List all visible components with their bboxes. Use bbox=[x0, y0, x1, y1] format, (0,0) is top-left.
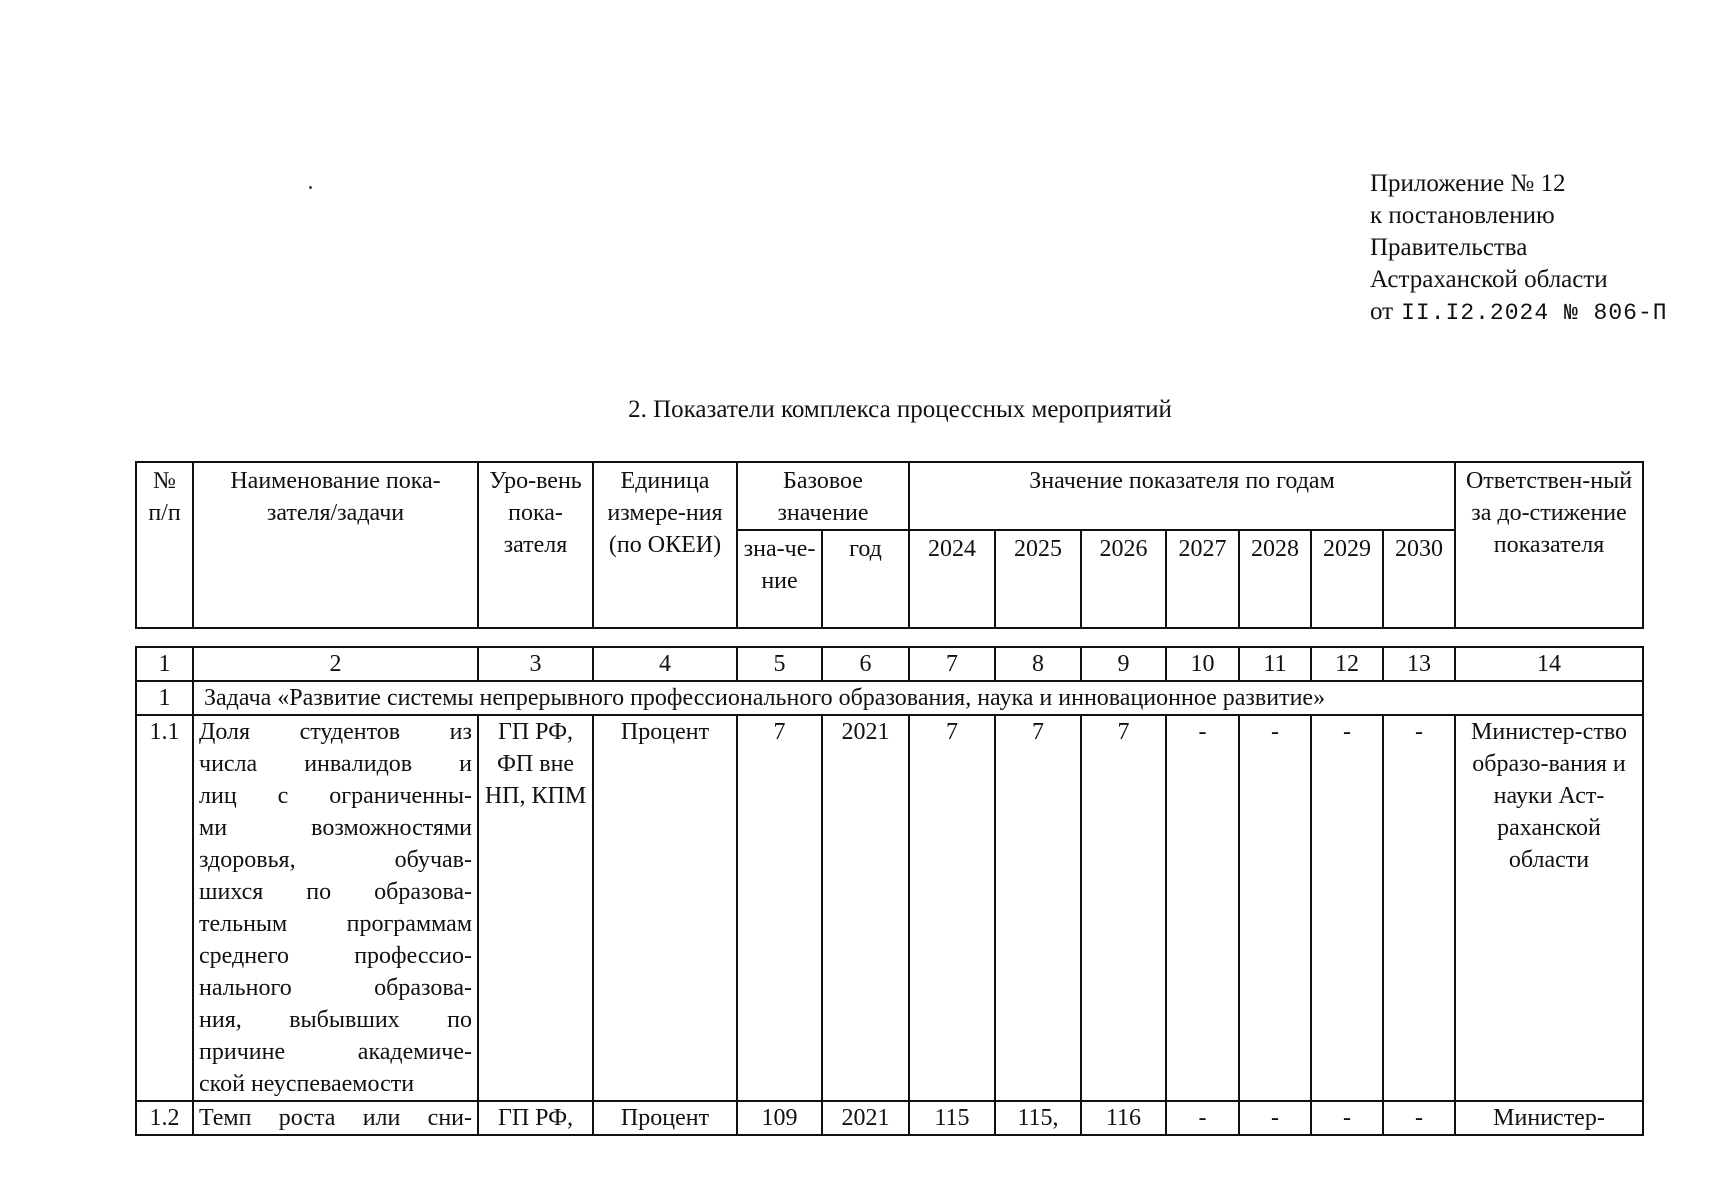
indicator-unit: Процент bbox=[593, 715, 737, 1101]
year-value: - bbox=[1239, 1101, 1311, 1135]
column-number: 4 bbox=[593, 647, 737, 681]
task-num: 1 bbox=[136, 681, 193, 715]
date-prefix: от bbox=[1370, 298, 1394, 325]
year-value: 7 bbox=[1081, 715, 1166, 1101]
year-value: 7 bbox=[909, 715, 995, 1101]
responsible: Министер- bbox=[1455, 1101, 1643, 1135]
base-year: 2021 bbox=[822, 1101, 909, 1135]
indicator-name-line: тельным программам bbox=[199, 911, 472, 937]
indicator-name-line: Доля студентов из bbox=[199, 719, 472, 745]
base-year: 2021 bbox=[822, 715, 909, 1101]
task-text: Задача «Развитие системы непрерывного профессионального образования, наука и инновационное развитие» bbox=[193, 681, 1643, 715]
approval-line: Правительства bbox=[1370, 234, 1528, 261]
year-value: - bbox=[1383, 1101, 1455, 1135]
header-num: № п/п bbox=[136, 462, 193, 628]
indicator-name bbox=[193, 1101, 478, 1135]
header-base: Базовое значение bbox=[737, 462, 909, 530]
header-year: 2025 bbox=[995, 530, 1081, 628]
indicator-name-line: ской неуспеваемости bbox=[199, 1071, 415, 1097]
header-year: 2026 bbox=[1081, 530, 1166, 628]
page-title: 2. Показатели комплекса процессных мероприятий bbox=[628, 396, 1172, 423]
indicator-level: ГП РФ, bbox=[478, 1101, 593, 1135]
header-table bbox=[135, 461, 1644, 629]
year-value: 116 bbox=[1081, 1101, 1166, 1135]
header-by-years: Значение показателя по годам bbox=[909, 462, 1455, 530]
row-num: 1.1 bbox=[136, 715, 193, 1101]
header-year: 2024 bbox=[909, 530, 995, 628]
header-year: 2029 bbox=[1311, 530, 1383, 628]
indicator-name-line: числа инвалидов и bbox=[199, 751, 472, 777]
header-level: Уро-вень пока-зателя bbox=[478, 462, 593, 628]
indicator-name-line: Темп роста или сни- bbox=[199, 1105, 472, 1131]
indicator-level: ГП РФ, ФП вне НП, КПМ bbox=[478, 715, 593, 1101]
indicator-name-line: причине академиче- bbox=[199, 1039, 472, 1065]
column-number-row bbox=[136, 647, 1643, 681]
date-stamp: II.I2.2024 № 806-П bbox=[1401, 300, 1668, 326]
year-value: - bbox=[1166, 715, 1239, 1101]
approval-line: Приложение № 12 bbox=[1370, 170, 1566, 197]
indicator-unit: Процент bbox=[593, 1101, 737, 1135]
column-number: 14 bbox=[1455, 647, 1643, 681]
responsible: Министер-ство образо-вания и науки Аст-раханской области bbox=[1455, 715, 1643, 1101]
column-number: 5 bbox=[737, 647, 822, 681]
column-number: 12 bbox=[1311, 647, 1383, 681]
column-number: 1 bbox=[136, 647, 193, 681]
base-value: 109 bbox=[737, 1101, 822, 1135]
header-responsible: Ответствен-ный за до-стижение показателя bbox=[1455, 462, 1643, 628]
approval-line: к постановлению bbox=[1370, 202, 1555, 229]
indicator-name-line: лиц с ограниченны- bbox=[199, 783, 472, 809]
column-number: 9 bbox=[1081, 647, 1166, 681]
column-number: 11 bbox=[1239, 647, 1311, 681]
indicator-name-line: шихся по образова- bbox=[199, 879, 472, 905]
indicators-table bbox=[135, 646, 1644, 1136]
year-value: - bbox=[1239, 715, 1311, 1101]
indicator-name-line: нального образова- bbox=[199, 975, 472, 1001]
column-number: 7 bbox=[909, 647, 995, 681]
header-year: 2028 bbox=[1239, 530, 1311, 628]
header-base-value: зна-че-ние bbox=[737, 530, 822, 628]
base-value: 7 bbox=[737, 715, 822, 1101]
year-value: - bbox=[1311, 1101, 1383, 1135]
header-unit: Единица измере-ния (по ОКЕИ) bbox=[593, 462, 737, 628]
approval-date-line bbox=[1370, 296, 1668, 329]
year-value: - bbox=[1166, 1101, 1239, 1135]
column-number: 13 bbox=[1383, 647, 1455, 681]
year-value: 115 bbox=[909, 1101, 995, 1135]
year-value: 7 bbox=[995, 715, 1081, 1101]
year-value: - bbox=[1311, 715, 1383, 1101]
task-row bbox=[136, 681, 1643, 715]
indicator-name-line: ния, выбывших по bbox=[199, 1007, 472, 1033]
header-base-year: год bbox=[822, 530, 909, 628]
header-name: Наименование пока-зателя/задачи bbox=[193, 462, 478, 628]
column-number: 8 bbox=[995, 647, 1081, 681]
indicator-name-line: ми возможностями bbox=[199, 815, 472, 841]
year-value: 115, bbox=[995, 1101, 1081, 1135]
column-number: 3 bbox=[478, 647, 593, 681]
indicator-name-line: здоровья, обучав- bbox=[199, 847, 472, 873]
column-number: 10 bbox=[1166, 647, 1239, 681]
year-value: - bbox=[1383, 715, 1455, 1101]
column-number: 6 bbox=[822, 647, 909, 681]
indicator-name bbox=[193, 715, 478, 1101]
header-year: 2027 bbox=[1166, 530, 1239, 628]
table-row bbox=[136, 1101, 1643, 1135]
scan-speck bbox=[309, 186, 312, 189]
indicator-name-line: среднего профессио- bbox=[199, 943, 472, 969]
column-number: 2 bbox=[193, 647, 478, 681]
header-year: 2030 bbox=[1383, 530, 1455, 628]
approval-line: Астраханской области bbox=[1370, 266, 1608, 293]
approval-block bbox=[1370, 168, 1668, 329]
row-num: 1.2 bbox=[136, 1101, 193, 1135]
table-row bbox=[136, 715, 1643, 1101]
